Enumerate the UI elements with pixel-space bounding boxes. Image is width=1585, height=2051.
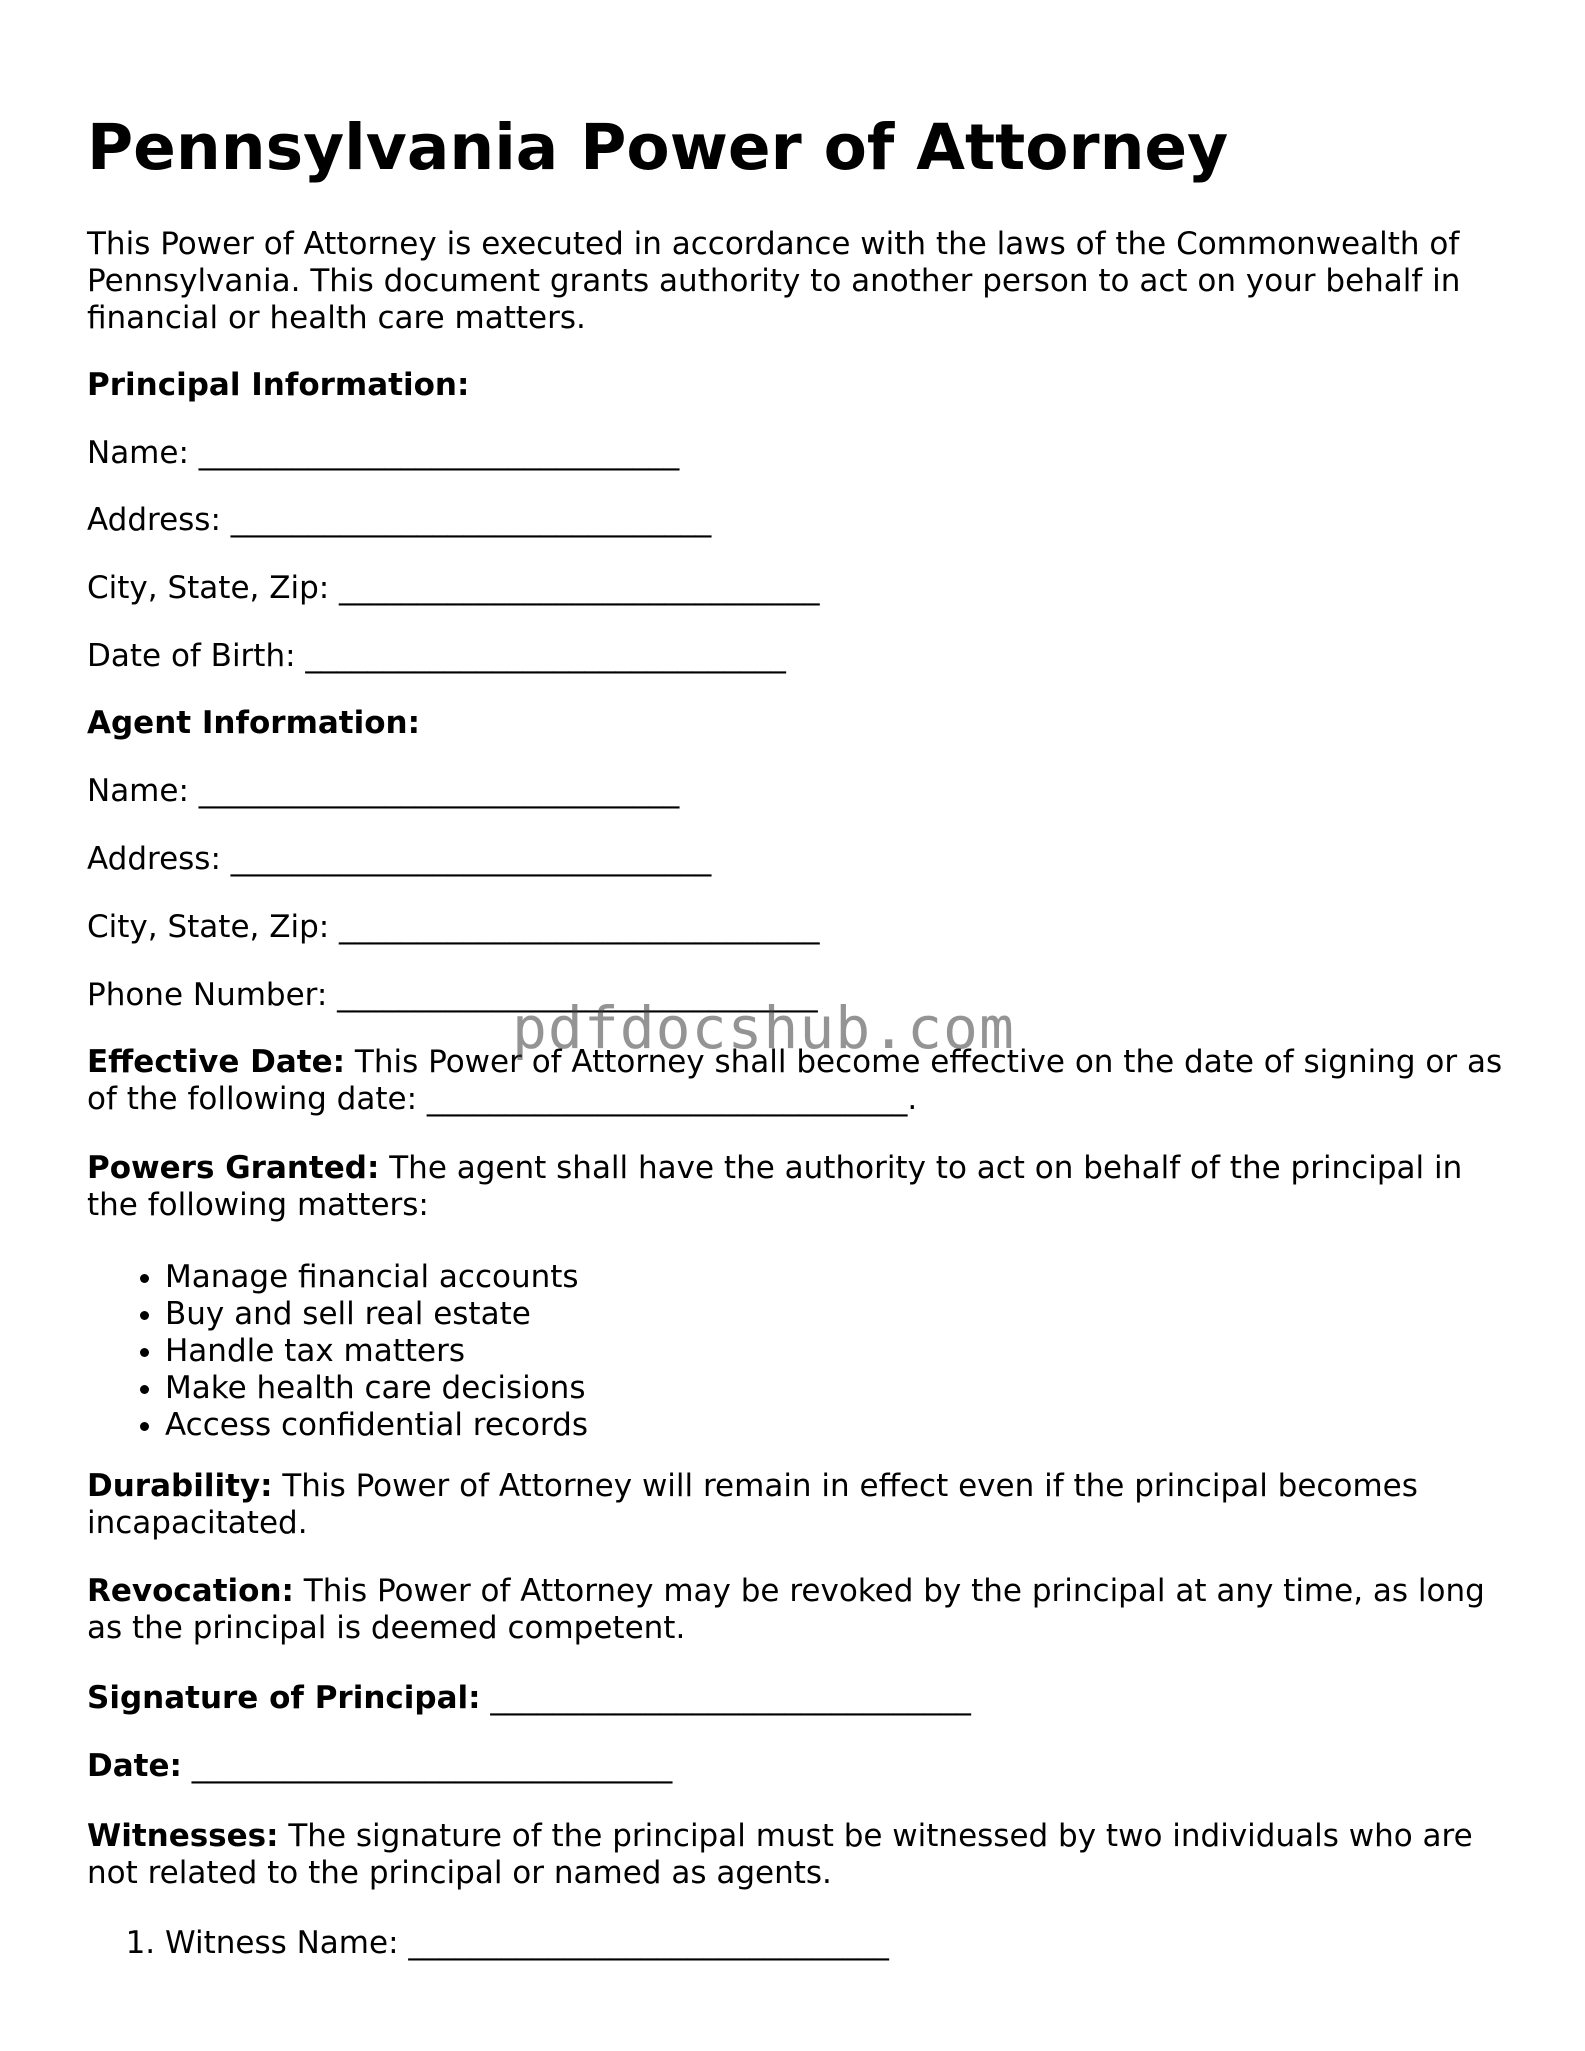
principal-address-field: Address: _______________________________: [87, 502, 712, 538]
agent-phone-field: Phone Number: _______________________________: [87, 977, 818, 1013]
revocation-text: This Power of Attorney may be revoked by the principal at any time, as long as the principal is deemed competent.: [87, 1573, 1485, 1646]
principal-heading: Principal Information:: [87, 367, 470, 403]
effective-date-label: Effective Date:: [87, 1044, 346, 1080]
list-item: • Access confidential records: [165, 1407, 588, 1444]
effective-date-text: This Power of Attorney shall become effective on the date of signing or as of the following date: _______________________________.: [87, 1044, 1503, 1117]
signature-blank: _______________________________: [480, 1680, 971, 1716]
powers-label: Powers Granted:: [87, 1150, 380, 1186]
signature-field: [87, 1680, 971, 1717]
powers-paragraph: [87, 1150, 1507, 1224]
date-blank: _______________________________: [181, 1748, 673, 1784]
witnesses-label: Witnesses:: [87, 1818, 279, 1854]
intro-paragraph: This Power of Attorney is executed in accordance with the laws of the Commonwealth of Pennsylvania. This document grants authority to another person to act on your behalf in financial or health care matters.: [87, 226, 1461, 336]
witnesses-paragraph: [87, 1818, 1507, 1892]
agent-heading: Agent Information:: [87, 705, 420, 741]
revocation-paragraph: [87, 1573, 1507, 1647]
durability-text: This Power of Attorney will remain in effect even if the principal becomes incapacitated.: [87, 1468, 1418, 1541]
witnesses-text: The signature of the principal must be witnessed by two individuals who are not related to the principal or named as agents.: [87, 1818, 1473, 1891]
agent-address-field: Address: _______________________________: [87, 841, 712, 877]
durability-paragraph: [87, 1468, 1507, 1542]
principal-dob-field: Date of Birth: _______________________________: [87, 638, 786, 674]
powers-text: The agent shall have the authority to act on behalf of the principal in the following matters:: [87, 1150, 1463, 1223]
document-title: Pennsylvania Power of Attorney: [87, 111, 1229, 184]
durability-label: Durability:: [87, 1468, 273, 1504]
revocation-label: Revocation:: [87, 1573, 294, 1609]
date-field: [87, 1748, 672, 1785]
list-item: • Buy and sell real estate: [165, 1296, 588, 1333]
principal-city-state-zip-field: City, State, Zip: _______________________________: [87, 570, 820, 606]
powers-list: [87, 1259, 588, 1444]
watermark: pdfdocshub.com: [512, 994, 1015, 1062]
list-item: • Handle tax matters: [165, 1333, 588, 1370]
agent-city-state-zip-field: City, State, Zip: _______________________________: [87, 909, 820, 945]
list-item: • Manage financial accounts: [165, 1259, 588, 1296]
list-item: • Make health care decisions: [165, 1370, 588, 1407]
witnesses-list: [87, 1925, 889, 1962]
list-item: 1. Witness Name: _______________________________: [165, 1925, 889, 1962]
agent-name-field: Name: _______________________________: [87, 773, 680, 809]
signature-label: Signature of Principal:: [87, 1680, 481, 1716]
date-label: Date:: [87, 1748, 182, 1784]
principal-name-field: Name: _______________________________: [87, 435, 680, 471]
